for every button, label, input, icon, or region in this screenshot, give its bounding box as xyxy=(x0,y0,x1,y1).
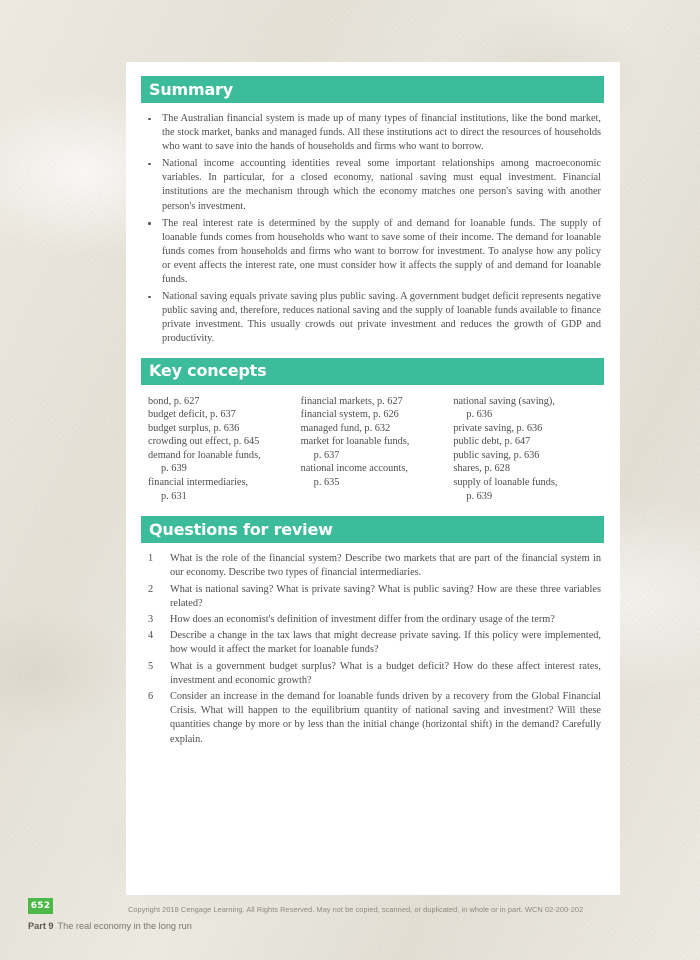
questions-list xyxy=(141,552,604,747)
summary-bullet-list xyxy=(141,112,604,347)
key-concept-entry xyxy=(148,408,299,422)
key-concept-entry xyxy=(301,435,452,462)
questions-heading-bar xyxy=(141,516,604,543)
key-concepts-section xyxy=(141,358,604,504)
key-concept-page-continuation: p. 637 xyxy=(313,449,340,461)
question-text: What is a government budget surplus? What is a budget deficit? How do these affect interest rates, investment and economic growth? xyxy=(170,660,601,686)
key-concept-entry xyxy=(301,422,452,436)
page-footer xyxy=(0,895,700,960)
key-concept-entry xyxy=(453,476,604,503)
key-concept-entry xyxy=(148,435,299,449)
question-item xyxy=(141,660,604,688)
bullet-dot-icon xyxy=(148,163,151,166)
key-concept-entry xyxy=(453,422,604,436)
key-concept-entry xyxy=(301,395,452,409)
question-item xyxy=(141,690,604,747)
summary-bullet-item xyxy=(141,290,604,346)
question-number: 1 xyxy=(148,553,154,565)
question-item xyxy=(141,552,604,580)
questions-for-review-section xyxy=(141,516,604,747)
summary-bullet-text: National saving equals private saving plus public saving. A government budget deficit represents negative public saving and, therefore, reduces national saving and the supply of loanable funds available to finance private investment. This usually crowds out private investment and reduces the growth of GDP and productivity. xyxy=(162,291,601,345)
summary-bullet-text: The Australian financial system is made up of many types of financial institutions, like the bond market, the stock market, banks and managed funds. All these institutions act to direct the resources of households who want to save into the hands of households and firms who want to borrow. xyxy=(162,113,601,153)
key-concept-term: managed fund, p. 632 xyxy=(300,422,391,434)
part-title: The real economy in the long run xyxy=(57,921,192,931)
question-number: 3 xyxy=(148,614,154,626)
summary-bullet-text: National income accounting identities reveal some important relationships among macroeconomic variables. In particular, for a closed economy, national saving must equal investment. Financial institutions are the mechanism through which the economy matches one person's saving with another person's investment. xyxy=(162,158,601,212)
part-label: Part 9 xyxy=(28,921,54,931)
bullet-dot-icon xyxy=(148,118,151,121)
summary-bullet-text: The real interest rate is determined by the supply of and demand for loanable funds. The supply of loanable funds comes from households who want to save some of their income. The demand for loanable funds comes from households and firms who want to borrow for investment. To analyse how any policy or event affects the interest rate, one must consider how it affects the supply of and demand for loanable funds. xyxy=(162,217,601,286)
key-concept-entry xyxy=(148,449,299,476)
key-concept-page-continuation: p. 636 xyxy=(466,409,493,421)
question-text: How does an economist's definition of investment differ from the ordinary usage of the term? xyxy=(170,614,555,626)
key-concepts-heading-bar xyxy=(141,358,604,385)
key-concept-term: financial intermediaries, xyxy=(148,477,249,489)
key-concept-term: crowding out effect, p. 645 xyxy=(148,436,260,448)
key-concept-term: national income accounts, xyxy=(300,463,408,475)
key-concept-term: supply of loanable funds, xyxy=(453,477,558,489)
key-concept-term: financial markets, p. 627 xyxy=(300,395,403,407)
key-concept-entry xyxy=(148,476,299,503)
question-number: 4 xyxy=(148,630,154,642)
part-running-head xyxy=(28,921,192,931)
key-concept-entry xyxy=(301,462,452,489)
summary-bullet-item xyxy=(141,217,604,287)
question-number: 6 xyxy=(148,691,154,703)
key-concepts-column xyxy=(148,395,299,504)
key-concept-term: financial system, p. 626 xyxy=(300,409,399,421)
key-concept-term: national saving (saving), xyxy=(453,395,555,407)
key-concept-entry xyxy=(453,462,604,476)
key-concept-term: public debt, p. 647 xyxy=(453,436,531,448)
page-content-card xyxy=(126,62,620,895)
question-text: What is the role of the financial system? Describe two markets that are part of the financial system in our economy. Describe two types of financial intermediaries. xyxy=(170,553,601,579)
page-number-badge xyxy=(28,898,53,914)
key-concepts-column xyxy=(453,395,604,504)
key-concept-entry xyxy=(148,422,299,436)
key-concept-entry xyxy=(453,395,604,422)
key-concept-term: shares, p. 628 xyxy=(453,463,510,475)
question-item xyxy=(141,613,604,627)
question-number: 2 xyxy=(148,583,154,595)
key-concepts-columns xyxy=(141,395,604,504)
key-concept-entry xyxy=(453,435,604,449)
question-item xyxy=(141,629,604,657)
key-concepts-column xyxy=(301,395,452,504)
key-concept-page-continuation: p. 639 xyxy=(161,463,187,475)
key-concept-term: market for loanable funds, xyxy=(300,436,410,448)
key-concept-entry xyxy=(453,449,604,463)
summary-heading-bar xyxy=(141,76,604,103)
bullet-dot-icon xyxy=(148,296,151,299)
key-concept-page-continuation: p. 635 xyxy=(313,477,340,489)
question-text: Consider an increase in the demand for loanable funds driven by a recovery from the Global Financial Crisis. What will happen to the equilibrium quantity of national saving and investment? Will these quantities change by more or by less than the initial change (horizontal shift) in the demand? Carefully explain. xyxy=(170,691,601,745)
summary-bullet-item xyxy=(141,112,604,154)
key-concept-term: budget deficit, p. 637 xyxy=(148,409,236,421)
question-number: 5 xyxy=(148,660,154,672)
key-concept-term: private saving, p. 636 xyxy=(453,422,543,434)
question-text: What is national saving? What is private saving? What is public saving? How are these three variables related? xyxy=(170,583,601,609)
summary-heading-text: Summary xyxy=(149,79,233,99)
key-concept-term: budget surplus, p. 636 xyxy=(148,422,240,434)
key-concept-page-continuation: p. 631 xyxy=(161,490,187,502)
key-concept-term: public saving, p. 636 xyxy=(453,449,540,461)
bullet-dot-icon xyxy=(148,222,151,225)
summary-section xyxy=(141,76,604,347)
page-number-text: 652 xyxy=(30,901,51,911)
question-text: Describe a change in the tax laws that might decrease private saving. If this policy were implemented, how would it affect the market for loanable funds? xyxy=(170,630,601,656)
key-concept-entry xyxy=(301,408,452,422)
key-concepts-heading-text: Key concepts xyxy=(149,361,267,380)
key-concept-entry xyxy=(148,395,299,409)
copyright-notice: Copyright 2018 Cengage Learning. All Rights Reserved. May not be copied, scanned, or duplicated, in whole or in part. WCN 02-200-202 xyxy=(128,905,584,914)
key-concept-term: bond, p. 627 xyxy=(148,395,200,407)
questions-heading-text: Questions for review xyxy=(149,519,333,539)
key-concept-term: demand for loanable funds, xyxy=(148,449,261,461)
question-item xyxy=(141,583,604,611)
key-concept-page-continuation: p. 639 xyxy=(466,490,493,502)
summary-bullet-item xyxy=(141,157,604,213)
